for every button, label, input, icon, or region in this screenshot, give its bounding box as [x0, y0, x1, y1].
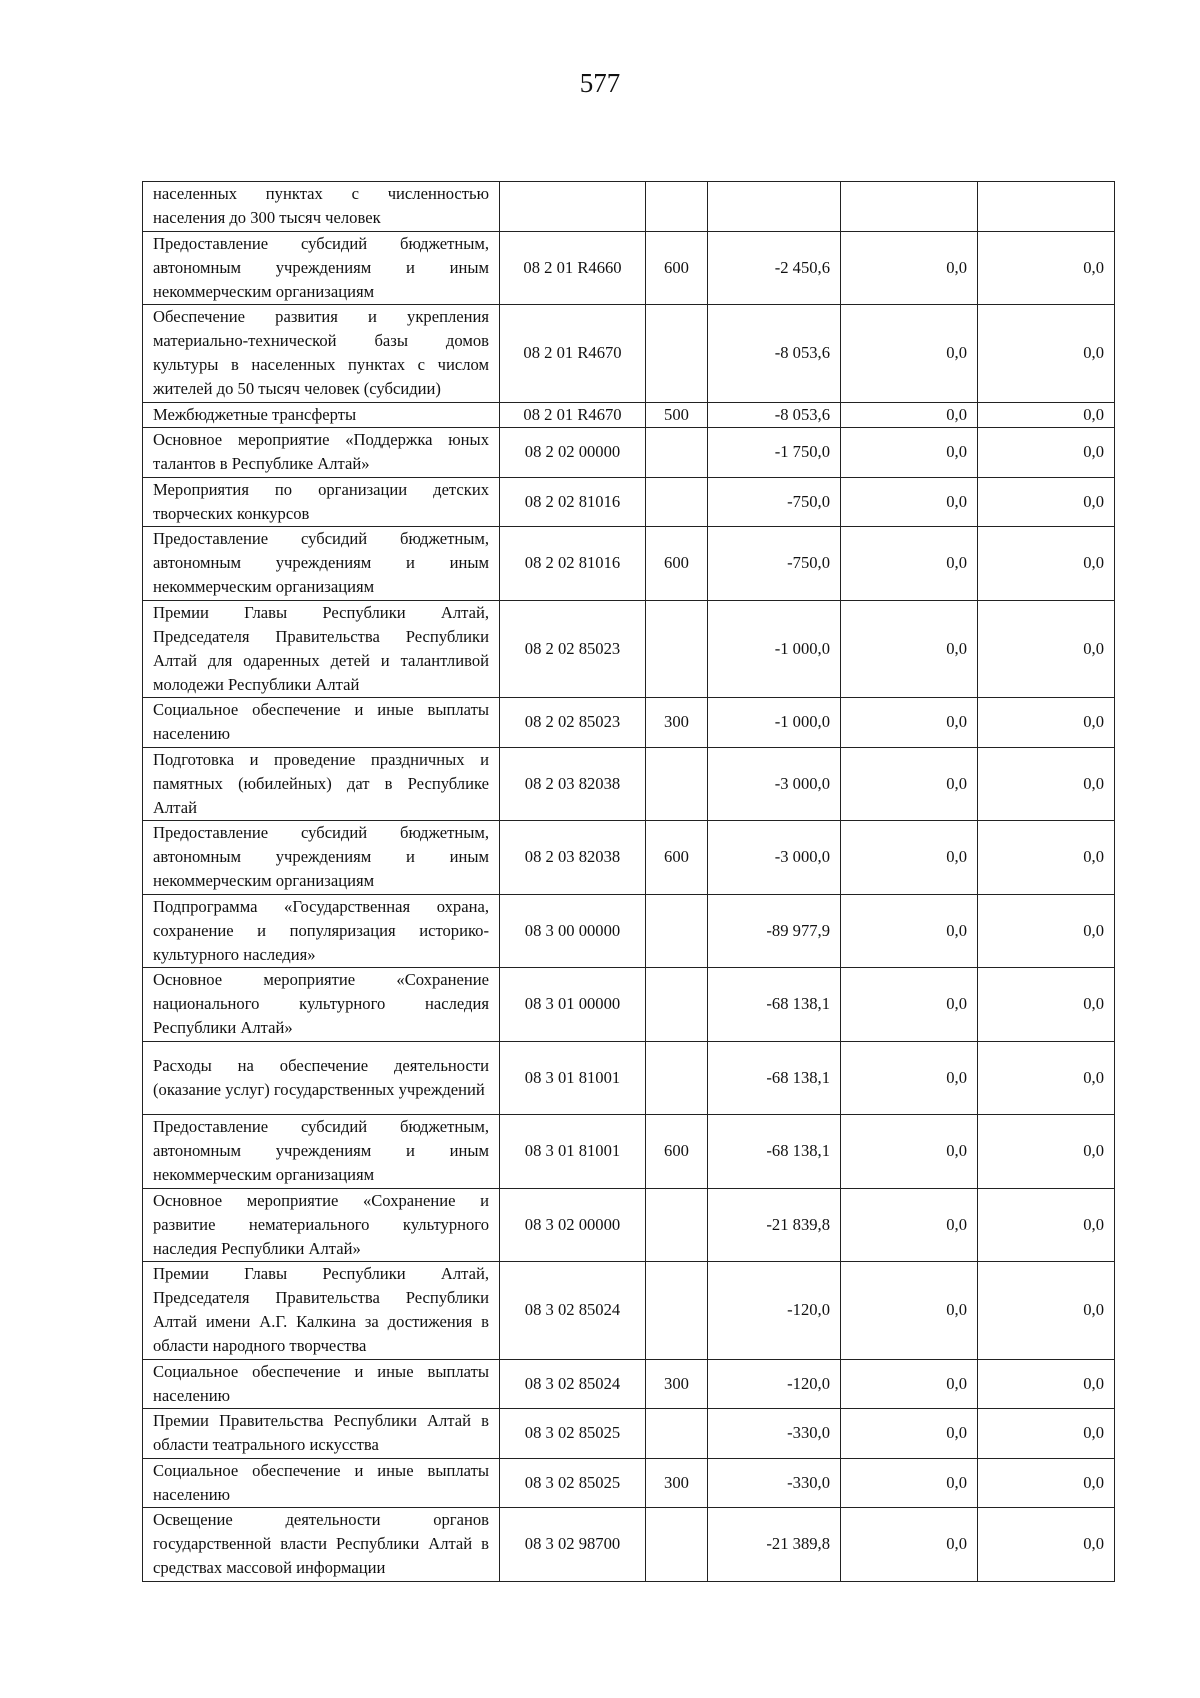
row-code-cell: 08 2 01 R4660: [500, 231, 646, 305]
table-row: [143, 968, 1115, 1042]
table-row: [143, 305, 1115, 403]
table-row: [143, 747, 1115, 821]
row-expense-type-cell: [646, 1041, 708, 1115]
row-amount-3-cell: 0,0: [978, 231, 1115, 305]
row-amount-cell: -750,0: [708, 527, 841, 601]
row-name-cell: Предоставление субсидий бюджетным, автономным учреждениям и иным некоммерческим организациям: [143, 527, 500, 601]
row-name-cell: Премии Главы Республики Алтай, Председателя Правительства Республики Алтай для одаренных детей и талантливой молодежи Республики Алтай: [143, 600, 500, 698]
row-amount-2-cell: [841, 182, 978, 232]
row-expense-type-cell: 600: [646, 231, 708, 305]
row-expense-type-cell: 600: [646, 821, 708, 895]
row-amount-2-cell: 0,0: [841, 747, 978, 821]
table-row: [143, 1508, 1115, 1582]
row-code-cell: 08 2 02 81016: [500, 477, 646, 527]
row-amount-3-cell: 0,0: [978, 1041, 1115, 1115]
row-amount-cell: -3 000,0: [708, 821, 841, 895]
row-amount-cell: -68 138,1: [708, 1115, 841, 1189]
row-amount-3-cell: 0,0: [978, 305, 1115, 403]
row-amount-3-cell: 0,0: [978, 600, 1115, 698]
row-expense-type-cell: [646, 1188, 708, 1262]
row-amount-3-cell: 0,0: [978, 1115, 1115, 1189]
row-name-cell: Мероприятия по организации детских творческих конкурсов: [143, 477, 500, 527]
table-row: [143, 1115, 1115, 1189]
row-name-cell: Премии Правительства Республики Алтай в области театрального искусства: [143, 1409, 500, 1459]
row-amount-2-cell: 0,0: [841, 305, 978, 403]
table-row: [143, 1359, 1115, 1409]
row-amount-3-cell: 0,0: [978, 428, 1115, 478]
row-amount-3-cell: 0,0: [978, 477, 1115, 527]
row-code-cell: 08 3 02 00000: [500, 1188, 646, 1262]
row-name-cell: Основное мероприятие «Сохранение и развитие нематериального культурного наследия Республики Алтай»: [143, 1188, 500, 1262]
row-amount-2-cell: 0,0: [841, 1508, 978, 1582]
row-code-cell: 08 2 02 00000: [500, 428, 646, 478]
row-name-cell: Обеспечение развития и укрепления материально-технической базы домов культуры в населенных пунктах с числом жителей до 50 тысяч человек (субсидии): [143, 305, 500, 403]
row-name-cell: Предоставление субсидий бюджетным, автономным учреждениям и иным некоммерческим организациям: [143, 1115, 500, 1189]
row-expense-type-cell: 300: [646, 1458, 708, 1508]
row-name-cell: Предоставление субсидий бюджетным, автономным учреждениям и иным некоммерческим организациям: [143, 821, 500, 895]
row-name-cell: Основное мероприятие «Поддержка юных талантов в Республике Алтай»: [143, 428, 500, 478]
row-code-cell: [500, 182, 646, 232]
row-amount-3-cell: 0,0: [978, 1409, 1115, 1459]
row-amount-3-cell: 0,0: [978, 402, 1115, 428]
row-name-cell: Премии Главы Республики Алтай, Председателя Правительства Республики Алтай имени А.Г. Калкина за достижения в области народного творчества: [143, 1262, 500, 1360]
row-code-cell: 08 2 02 85023: [500, 698, 646, 748]
row-amount-cell: -330,0: [708, 1409, 841, 1459]
row-amount-2-cell: 0,0: [841, 1115, 978, 1189]
row-amount-cell: -21 389,8: [708, 1508, 841, 1582]
row-amount-3-cell: 0,0: [978, 1262, 1115, 1360]
row-amount-cell: -2 450,6: [708, 231, 841, 305]
row-code-cell: 08 3 01 00000: [500, 968, 646, 1042]
row-expense-type-cell: [646, 305, 708, 403]
row-name-cell: населенных пунктах с численностью населения до 300 тысяч человек: [143, 182, 500, 232]
row-amount-cell: -1 750,0: [708, 428, 841, 478]
row-amount-2-cell: 0,0: [841, 1359, 978, 1409]
row-amount-cell: -3 000,0: [708, 747, 841, 821]
table-row: [143, 1188, 1115, 1262]
row-name-cell: Социальное обеспечение и иные выплаты населению: [143, 1359, 500, 1409]
row-amount-3-cell: 0,0: [978, 1508, 1115, 1582]
row-amount-3-cell: 0,0: [978, 527, 1115, 601]
row-amount-cell: -120,0: [708, 1359, 841, 1409]
row-code-cell: 08 3 02 98700: [500, 1508, 646, 1582]
row-amount-cell: -120,0: [708, 1262, 841, 1360]
row-name-cell: Предоставление субсидий бюджетным, автономным учреждениям и иным некоммерческим организациям: [143, 231, 500, 305]
row-name-cell: Подпрограмма «Государственная охрана, сохранение и популяризация историко-культурного наследия»: [143, 894, 500, 968]
row-amount-3-cell: 0,0: [978, 968, 1115, 1042]
row-code-cell: 08 3 00 00000: [500, 894, 646, 968]
row-expense-type-cell: [646, 894, 708, 968]
row-amount-2-cell: 0,0: [841, 402, 978, 428]
row-expense-type-cell: [646, 477, 708, 527]
page-number: 577: [579, 68, 621, 98]
row-amount-2-cell: 0,0: [841, 527, 978, 601]
row-expense-type-cell: 300: [646, 1359, 708, 1409]
row-amount-2-cell: 0,0: [841, 821, 978, 895]
row-expense-type-cell: 600: [646, 1115, 708, 1189]
row-amount-3-cell: 0,0: [978, 747, 1115, 821]
budget-table-body: [143, 182, 1115, 1582]
row-expense-type-cell: [646, 182, 708, 232]
row-amount-cell: -330,0: [708, 1458, 841, 1508]
table-row: [143, 1262, 1115, 1360]
row-name-cell: Социальное обеспечение и иные выплаты населению: [143, 1458, 500, 1508]
row-amount-2-cell: 0,0: [841, 1409, 978, 1459]
row-amount-3-cell: 0,0: [978, 1458, 1115, 1508]
row-amount-2-cell: 0,0: [841, 428, 978, 478]
table-row: [143, 527, 1115, 601]
row-amount-cell: -8 053,6: [708, 402, 841, 428]
budget-table: [142, 181, 1115, 1582]
row-expense-type-cell: 600: [646, 527, 708, 601]
row-amount-3-cell: 0,0: [978, 1188, 1115, 1262]
row-amount-cell: -68 138,1: [708, 968, 841, 1042]
table-row: [143, 428, 1115, 478]
row-amount-2-cell: 0,0: [841, 1041, 978, 1115]
row-name-cell: Основное мероприятие «Сохранение национального культурного наследия Республики Алтай»: [143, 968, 500, 1042]
row-expense-type-cell: [646, 1262, 708, 1360]
row-expense-type-cell: 300: [646, 698, 708, 748]
row-code-cell: 08 3 01 81001: [500, 1115, 646, 1189]
row-amount-cell: [708, 182, 841, 232]
row-amount-2-cell: 0,0: [841, 477, 978, 527]
row-code-cell: 08 3 02 85025: [500, 1458, 646, 1508]
row-code-cell: 08 2 02 85023: [500, 600, 646, 698]
table-row: [143, 1041, 1115, 1115]
row-code-cell: 08 3 01 81001: [500, 1041, 646, 1115]
row-amount-3-cell: 0,0: [978, 1359, 1115, 1409]
row-amount-cell: -1 000,0: [708, 698, 841, 748]
row-amount-2-cell: 0,0: [841, 1458, 978, 1508]
row-code-cell: 08 3 02 85024: [500, 1359, 646, 1409]
row-amount-2-cell: 0,0: [841, 968, 978, 1042]
row-amount-3-cell: 0,0: [978, 821, 1115, 895]
row-expense-type-cell: [646, 1508, 708, 1582]
row-expense-type-cell: [646, 747, 708, 821]
row-name-cell: Подготовка и проведение праздничных и памятных (юбилейных) дат в Республике Алтай: [143, 747, 500, 821]
row-amount-cell: -1 000,0: [708, 600, 841, 698]
row-code-cell: 08 2 01 R4670: [500, 305, 646, 403]
table-row: [143, 894, 1115, 968]
row-expense-type-cell: [646, 600, 708, 698]
row-name-cell: Социальное обеспечение и иные выплаты населению: [143, 698, 500, 748]
row-amount-2-cell: 0,0: [841, 600, 978, 698]
row-amount-cell: -89 977,9: [708, 894, 841, 968]
row-amount-cell: -750,0: [708, 477, 841, 527]
row-amount-3-cell: [978, 182, 1115, 232]
table-row: [143, 821, 1115, 895]
table-row: [143, 182, 1115, 232]
row-expense-type-cell: [646, 968, 708, 1042]
row-amount-cell: -8 053,6: [708, 305, 841, 403]
table-row: [143, 402, 1115, 428]
row-code-cell: 08 3 02 85024: [500, 1262, 646, 1360]
row-expense-type-cell: [646, 428, 708, 478]
table-row: [143, 477, 1115, 527]
row-amount-3-cell: 0,0: [978, 894, 1115, 968]
row-expense-type-cell: 500: [646, 402, 708, 428]
row-amount-3-cell: 0,0: [978, 698, 1115, 748]
table-row: [143, 231, 1115, 305]
row-code-cell: 08 2 03 82038: [500, 747, 646, 821]
row-code-cell: 08 3 02 85025: [500, 1409, 646, 1459]
row-code-cell: 08 2 02 81016: [500, 527, 646, 601]
row-amount-2-cell: 0,0: [841, 1188, 978, 1262]
row-name-cell: Освещение деятельности органов государственной власти Республики Алтай в средствах массовой информации: [143, 1508, 500, 1582]
row-code-cell: 08 2 03 82038: [500, 821, 646, 895]
table-row: [143, 1458, 1115, 1508]
row-amount-cell: -68 138,1: [708, 1041, 841, 1115]
row-amount-cell: -21 839,8: [708, 1188, 841, 1262]
row-amount-2-cell: 0,0: [841, 698, 978, 748]
row-name-cell: Расходы на обеспечение деятельности (оказание услуг) государственных учреждений: [143, 1041, 500, 1115]
row-code-cell: 08 2 01 R4670: [500, 402, 646, 428]
row-amount-2-cell: 0,0: [841, 1262, 978, 1360]
row-amount-2-cell: 0,0: [841, 231, 978, 305]
table-row: [143, 1409, 1115, 1459]
table-row: [143, 698, 1115, 748]
row-name-cell: Межбюджетные трансферты: [143, 402, 500, 428]
row-amount-2-cell: 0,0: [841, 894, 978, 968]
table-row: [143, 600, 1115, 698]
row-expense-type-cell: [646, 1409, 708, 1459]
